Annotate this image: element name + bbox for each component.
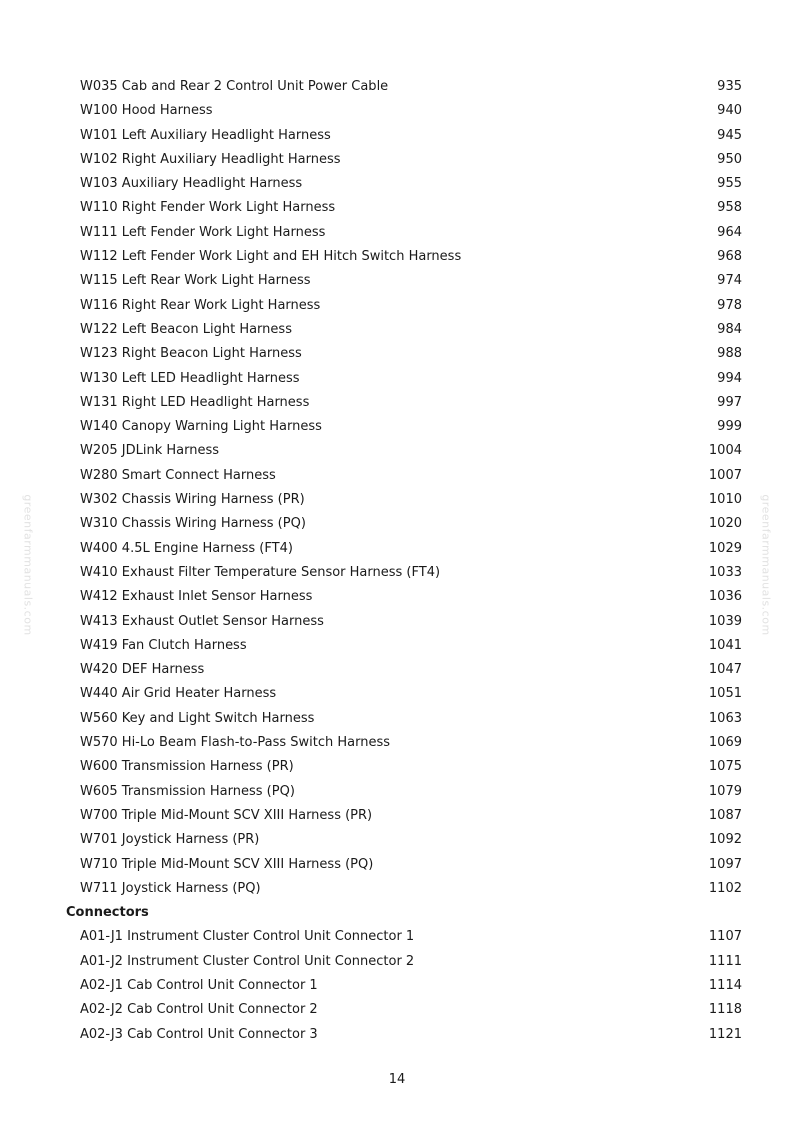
toc-entry-page: 1114 — [708, 977, 742, 993]
toc-entry[interactable] — [0, 950, 794, 974]
toc-entry-page: 1036 — [708, 589, 742, 605]
toc-entry[interactable] — [0, 99, 794, 123]
toc-entry-page: 1069 — [708, 735, 742, 751]
toc-entry-page: 940 — [717, 103, 742, 119]
toc-entry[interactable] — [0, 391, 794, 415]
page-number: 14 — [388, 1072, 406, 1087]
toc-entry-page: 974 — [717, 273, 742, 289]
toc-entry-page: 1079 — [708, 783, 742, 799]
toc-entry-page: 955 — [717, 176, 742, 192]
toc-entry[interactable] — [0, 877, 794, 901]
toc-entry-title: W123 Right Beacon Light Harness — [80, 346, 302, 362]
toc-entry[interactable] — [0, 585, 794, 609]
toc-entry-page: 1092 — [708, 832, 742, 848]
toc-entry-title: W605 Transmission Harness (PQ) — [80, 783, 295, 799]
toc-entry-page: 1102 — [708, 880, 742, 896]
toc-entry[interactable] — [0, 853, 794, 877]
toc-entry[interactable] — [0, 148, 794, 172]
toc-entry-title: W701 Joystick Harness (PR) — [80, 832, 260, 848]
toc-entry-page: 1047 — [708, 662, 742, 678]
toc-entry-page: 1041 — [708, 637, 742, 653]
section-heading-connectors: Connectors — [66, 905, 149, 921]
toc-entry-title: W302 Chassis Wiring Harness (PR) — [80, 492, 305, 508]
toc-entry[interactable] — [0, 172, 794, 196]
toc-entry[interactable] — [0, 1023, 794, 1047]
toc-entry-page: 964 — [717, 224, 742, 240]
toc-entry-page: 1087 — [708, 807, 742, 823]
toc-entry-title: A01-J1 Instrument Cluster Control Unit Connector 1 — [80, 929, 415, 945]
toc-list-connectors — [0, 925, 794, 1046]
toc-entry-page: 1051 — [708, 686, 742, 702]
toc-entry-title: W440 Air Grid Heater Harness — [80, 686, 277, 702]
toc-entry[interactable] — [0, 537, 794, 561]
toc-entry-page: 1075 — [708, 759, 742, 775]
toc-entry-title: W710 Triple Mid-Mount SCV XIII Harness (PQ) — [80, 856, 374, 872]
toc-entry-title: A01-J2 Instrument Cluster Control Unit Connector 2 — [80, 953, 415, 969]
toc-entry-title: W035 Cab and Rear 2 Control Unit Power Cable — [80, 79, 389, 94]
toc-entry-title: W130 Left LED Headlight Harness — [80, 370, 300, 386]
toc-entry-title: W400 4.5L Engine Harness (FT4) — [80, 540, 293, 556]
toc-entry-page: 1107 — [708, 929, 742, 945]
toc-entry[interactable] — [0, 439, 794, 463]
toc-entry-page: 1004 — [708, 443, 742, 459]
toc-entry[interactable] — [0, 488, 794, 512]
toc-entry-page: 978 — [717, 297, 742, 313]
toc-entry-title: W102 Right Auxiliary Headlight Harness — [80, 151, 341, 167]
toc-entry-title: W419 Fan Clutch Harness — [80, 637, 247, 653]
toc-entry-title: W280 Smart Connect Harness — [80, 467, 276, 483]
toc-entry[interactable] — [0, 974, 794, 998]
toc-entry-title: W110 Right Fender Work Light Harness — [80, 200, 336, 216]
toc-entry[interactable] — [0, 658, 794, 682]
toc-entry-page: 945 — [717, 127, 742, 143]
toc-entry[interactable] — [0, 828, 794, 852]
toc-entry-title: W700 Triple Mid-Mount SCV XIII Harness (PR) — [80, 807, 373, 823]
toc-entry[interactable] — [0, 634, 794, 658]
toc-entry[interactable] — [0, 561, 794, 585]
toc-entry-page: 1010 — [708, 492, 742, 508]
toc-entry-title: W101 Left Auxiliary Headlight Harness — [80, 127, 331, 143]
toc-entry[interactable] — [0, 731, 794, 755]
toc-entry[interactable] — [0, 318, 794, 342]
toc-entry-title: W115 Left Rear Work Light Harness — [80, 273, 311, 289]
toc-entry-title: W103 Auxiliary Headlight Harness — [80, 176, 303, 192]
toc-entry-page: 950 — [717, 151, 742, 167]
toc-entry-title: A02-J2 Cab Control Unit Connector 2 — [80, 1002, 318, 1018]
toc-entry-page: 1039 — [708, 613, 742, 629]
toc-entry-page: 1033 — [708, 564, 742, 580]
toc-entry-page: 958 — [717, 200, 742, 216]
toc-entry[interactable] — [0, 269, 794, 293]
toc-entry-title: W413 Exhaust Outlet Sensor Harness — [80, 613, 324, 629]
toc-entry-title: W412 Exhaust Inlet Sensor Harness — [80, 589, 313, 605]
toc-entry[interactable] — [0, 245, 794, 269]
toc-entry[interactable] — [0, 804, 794, 828]
toc-entry-title: W205 JDLink Harness — [80, 443, 220, 459]
toc-entry-page: 1118 — [708, 1002, 742, 1018]
toc-entry[interactable] — [0, 780, 794, 804]
toc-entry[interactable] — [0, 294, 794, 318]
toc-entry-title: W420 DEF Harness — [80, 662, 205, 678]
toc-entry[interactable] — [0, 707, 794, 731]
toc-entry-title: W600 Transmission Harness (PR) — [80, 759, 294, 775]
toc-entry-page: 997 — [717, 394, 742, 410]
toc-entry-page: 1121 — [708, 1026, 742, 1042]
toc-entry[interactable] — [0, 415, 794, 439]
toc-entry-title: W711 Joystick Harness (PQ) — [80, 880, 261, 896]
toc-entry-title: W570 Hi-Lo Beam Flash-to-Pass Switch Harness — [80, 735, 391, 751]
toc-entry-title: W310 Chassis Wiring Harness (PQ) — [80, 516, 306, 532]
table-of-contents — [0, 75, 794, 1047]
watermark-left: greenfarmmanuals.com — [21, 494, 35, 636]
toc-entry-page: 1063 — [708, 710, 742, 726]
toc-entry-page: 1111 — [708, 953, 742, 969]
toc-entry[interactable] — [0, 512, 794, 536]
toc-entry-title: A02-J3 Cab Control Unit Connector 3 — [80, 1026, 318, 1042]
toc-entry-title: W560 Key and Light Switch Harness — [80, 710, 315, 726]
toc-entry[interactable] — [0, 342, 794, 366]
toc-entry-title: W100 Hood Harness — [80, 103, 213, 119]
toc-entry-page: 999 — [717, 419, 742, 435]
toc-entry-page: 1029 — [708, 540, 742, 556]
toc-list-harnesses — [0, 75, 794, 901]
toc-entry-title: W116 Right Rear Work Light Harness — [80, 297, 321, 313]
toc-entry[interactable] — [0, 221, 794, 245]
toc-entry-title: W410 Exhaust Filter Temperature Sensor Harness (FT4) — [80, 564, 441, 580]
toc-entry[interactable] — [0, 464, 794, 488]
toc-entry-page: 1020 — [708, 516, 742, 532]
toc-entry-page: 968 — [717, 249, 742, 265]
toc-entry[interactable] — [0, 124, 794, 148]
toc-entry[interactable] — [0, 998, 794, 1022]
toc-entry-page: 994 — [717, 370, 742, 386]
toc-entry[interactable] — [0, 75, 794, 99]
toc-entry[interactable] — [0, 755, 794, 779]
toc-entry-page: 1007 — [708, 467, 742, 483]
toc-entry-page: 984 — [717, 321, 742, 337]
toc-entry-page: 935 — [717, 79, 742, 94]
toc-entry-title: W140 Canopy Warning Light Harness — [80, 419, 322, 435]
toc-entry-title: A02-J1 Cab Control Unit Connector 1 — [80, 977, 318, 993]
toc-entry-title: W112 Left Fender Work Light and EH Hitch Switch Harness — [80, 249, 462, 265]
toc-entry[interactable] — [0, 925, 794, 949]
toc-entry-page: 988 — [717, 346, 742, 362]
toc-entry-title: W131 Right LED Headlight Harness — [80, 394, 310, 410]
toc-entry[interactable] — [0, 367, 794, 391]
toc-entry[interactable] — [0, 196, 794, 220]
toc-entry[interactable] — [0, 682, 794, 706]
toc-entry-page: 1097 — [708, 856, 742, 872]
watermark-right: greenfarmmanuals.com — [759, 494, 773, 636]
toc-entry-title: W122 Left Beacon Light Harness — [80, 321, 292, 337]
toc-entry-title: W111 Left Fender Work Light Harness — [80, 224, 326, 240]
toc-entry[interactable] — [0, 610, 794, 634]
